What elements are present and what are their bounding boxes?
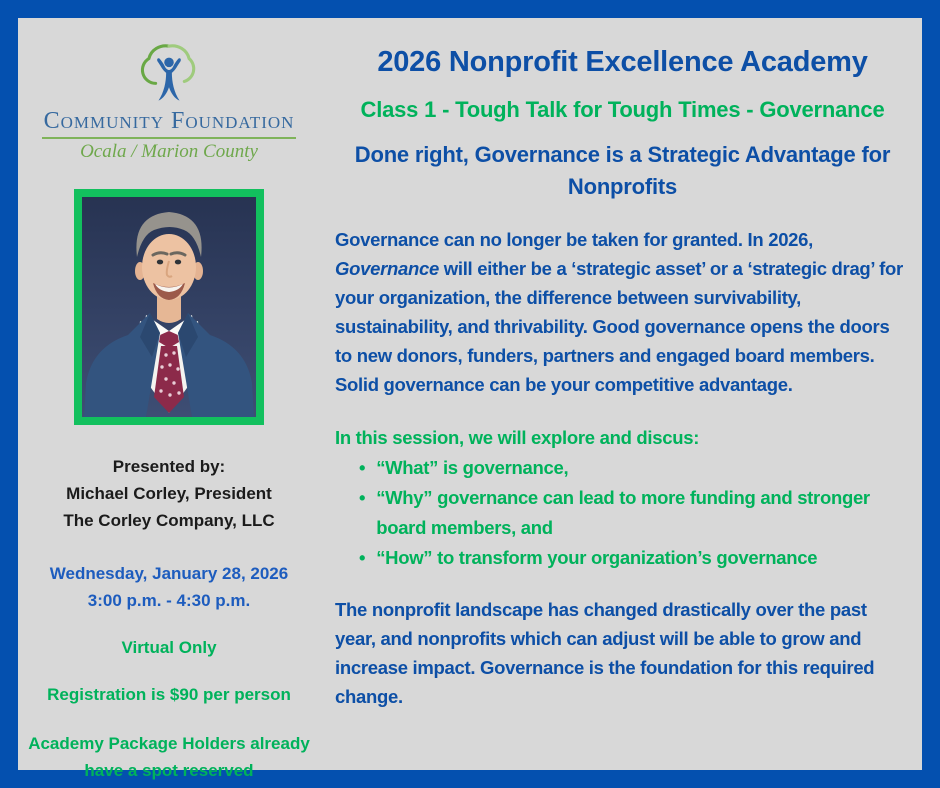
bullet-icon: • (359, 547, 366, 568)
session-bullet-list (335, 453, 910, 573)
subtitle: Done right, Governance is a Strategic Advantage for Nonprofits (354, 142, 891, 199)
logo-tagline: Ocala / Marion County (80, 141, 258, 162)
event-date: Wednesday, January 28, 2026 (49, 564, 289, 583)
bullet-text: “What” is governance, (376, 457, 569, 478)
speaker-name: Michael Corley, President (66, 484, 272, 503)
presented-by-label: Presented by: (112, 457, 226, 476)
intro-paragraph-pre: Governance can no longer be taken for granted. In 2026, (335, 229, 813, 250)
speaker-portrait (82, 197, 256, 417)
community-foundation-logo (42, 33, 297, 163)
presented-by-block (18, 453, 320, 534)
list-item (359, 453, 910, 483)
left-column (18, 18, 320, 780)
intro-paragraph-italic: Governance (335, 258, 439, 279)
registration-note: Registration is $90 per person (47, 685, 291, 704)
event-time: 3:00 p.m. - 4:30 p.m. (87, 591, 251, 610)
speaker-photo-frame (74, 189, 264, 425)
session-block (335, 423, 910, 573)
tree-person-icon (126, 33, 212, 107)
speaker-company: The Corley Company, LLC (63, 511, 275, 530)
bullet-text: “How” to transform your organization’s governance (376, 547, 818, 568)
page-title: 2026 Nonprofit Excellence Academy (377, 46, 868, 78)
bullet-text: “Why” governance can lead to more funding and stronger board members, and (376, 487, 870, 538)
closing-paragraph: The nonprofit landscape has changed drastically over the past year, and nonprofits which can adjust will be able to grow and increase impact. Governance is the foundation for this required change. (335, 599, 875, 707)
bullet-icon: • (359, 457, 366, 478)
intro-paragraph-post: will either be a ‘strategic asset’ or a ‘strategic drag’ for your organization, the difference between survivability, sustainability, and thrivability. Good governance opens the doors to new donors, funders, partners and engaged board members. Solid governance can be your competitive advantage. (335, 258, 903, 395)
format-note: Virtual Only (121, 638, 217, 657)
bullet-icon: • (359, 487, 366, 508)
right-column (320, 18, 922, 770)
flyer-content (18, 18, 922, 780)
list-item (359, 483, 910, 543)
event-datetime-block (18, 560, 320, 614)
class-heading: Class 1 - Tough Talk for Tough Times - Governance (360, 97, 885, 122)
intro-paragraph (335, 225, 910, 399)
list-item (359, 543, 910, 573)
package-note: Academy Package Holders already have a spot reserved (28, 734, 310, 780)
session-header: In this session, we will explore and discus: (335, 427, 700, 448)
logo-org-name: Community Foundation (42, 107, 297, 139)
